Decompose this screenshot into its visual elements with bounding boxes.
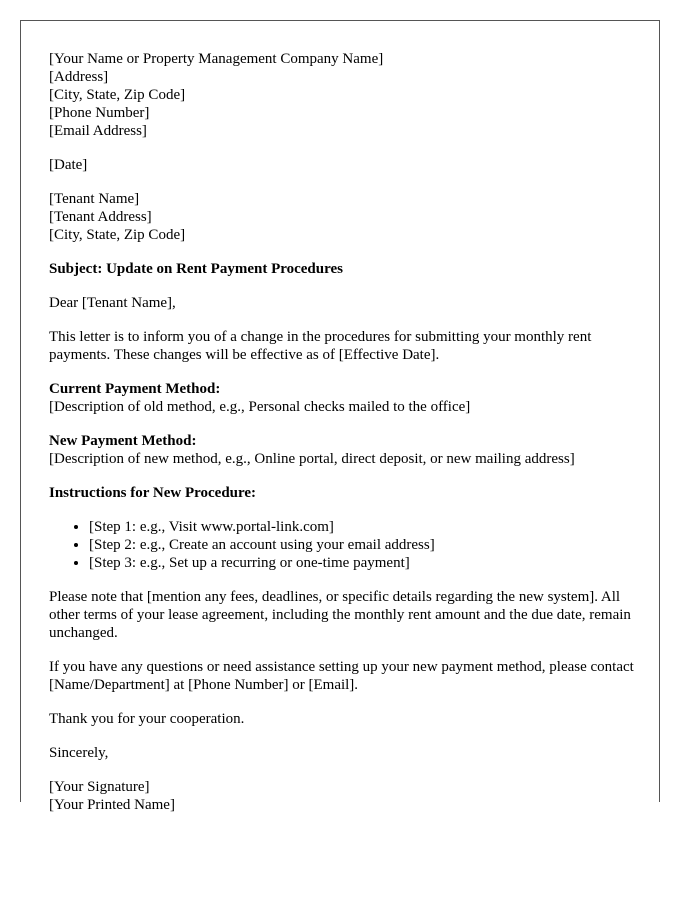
note-paragraph: Please note that [mention any fees, deadlines, or specific details regarding the new system]. All other terms of your lease agreement, including the monthly rent amount and the due date, remain unchanged. [49,589,631,641]
recipient-address: [Tenant Address] [49,209,152,225]
signature-block [49,778,649,814]
current-method-section [49,380,649,416]
contact-paragraph: If you have any questions or need assistance setting up your new payment method, please contact [Name/Department] at [Phone Number] or [Email]. [49,659,634,693]
new-method-heading: New Payment Method: [49,433,197,449]
instructions-list [49,518,649,572]
printed-name-line: [Your Printed Name] [49,797,175,813]
signature-line: [Your Signature] [49,779,150,795]
recipient-name: [Tenant Name] [49,191,140,207]
recipient-block [49,190,649,244]
sender-city-state-zip: [City, State, Zip Code] [49,87,186,103]
current-method-text: [Description of old method, e.g., Personal checks mailed to the office] [49,399,471,415]
subject-line: Subject: Update on Rent Payment Procedures [49,261,344,277]
sender-address: [Address] [49,69,109,85]
recipient-city-state-zip: [City, State, Zip Code] [49,227,186,243]
list-item: • [Step 3: e.g., Set up a recurring or one-time payment] [89,554,649,572]
thanks-paragraph: Thank you for your cooperation. [49,711,245,727]
salutation: Dear [Tenant Name], [49,295,176,311]
letter-page [20,20,660,813]
list-item: • [Step 1: e.g., Visit www.portal-link.com] [89,518,649,536]
instructions-heading: Instructions for New Procedure: [49,485,257,501]
letter-content [49,50,649,830]
intro-paragraph: This letter is to inform you of a change in the procedures for submitting your monthly rent payments. These changes will be effective as of [Effective Date]. [49,329,592,363]
sender-phone: [Phone Number] [49,105,150,121]
sender-email: [Email Address] [49,123,147,139]
letter-date: [Date] [49,157,88,173]
sender-name: [Your Name or Property Management Company Name] [49,51,384,67]
list-item: • [Step 2: e.g., Create an account using your email address] [89,536,649,554]
new-method-text: [Description of new method, e.g., Online portal, direct deposit, or new mailing address] [49,451,575,467]
closing: Sincerely, [49,745,109,761]
current-method-heading: Current Payment Method: [49,381,221,397]
sender-block [49,50,649,140]
new-method-section [49,432,649,468]
